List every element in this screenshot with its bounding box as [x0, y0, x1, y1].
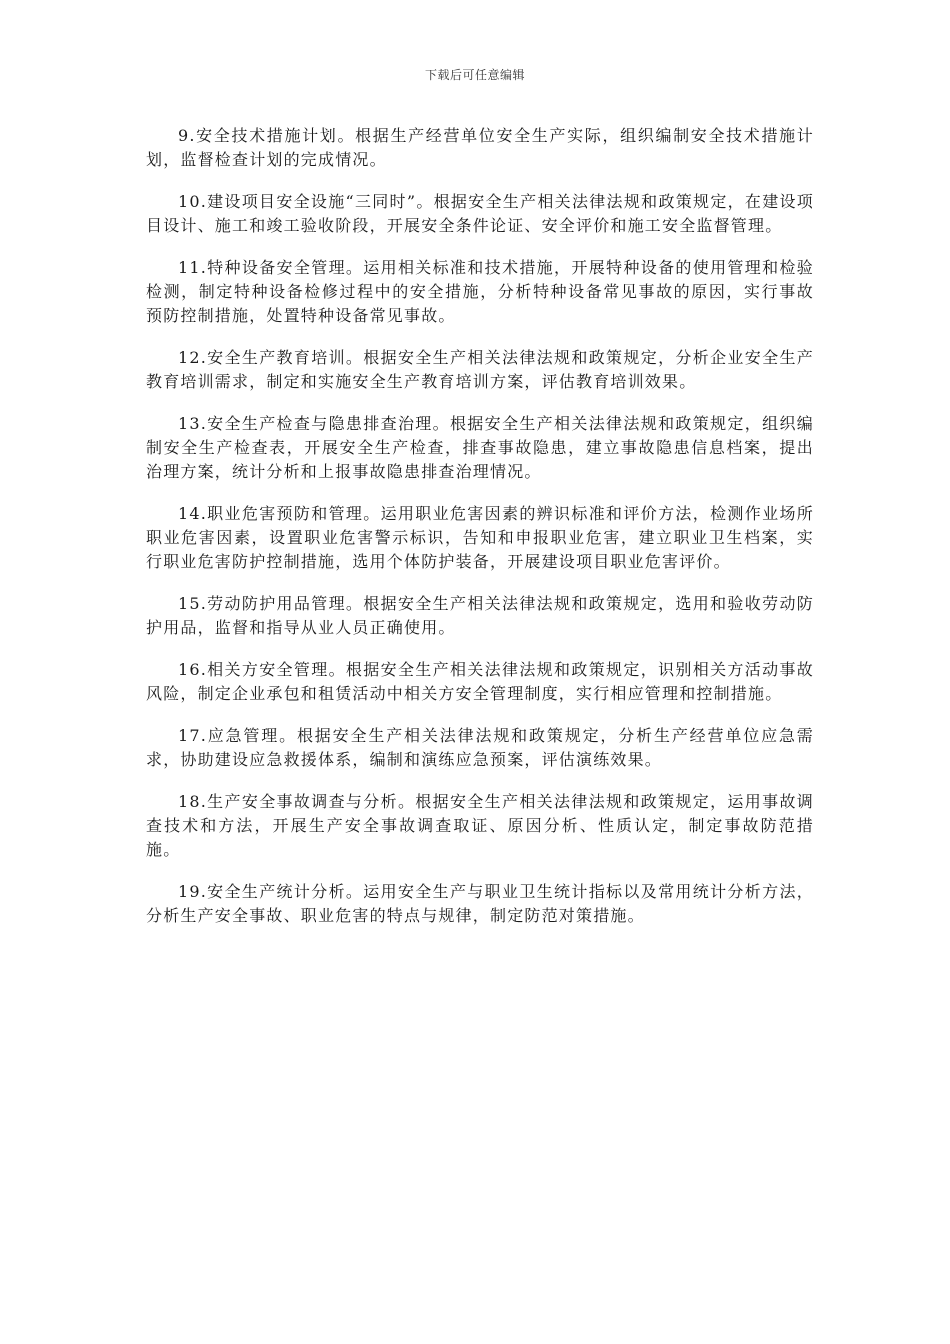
paragraph-10: 10.建设项目安全设施“三同时”。根据安全生产相关法律法规和政策规定，在建设项目设计、施工和竣工验收阶段，开展安全条件论证、安全评价和施工安全监督管理。 — [146, 192, 814, 235]
header-note: 下载后可任意编辑 — [424, 68, 525, 82]
paragraph-19: 19.安全生产统计分析。运用安全生产与职业卫生统计指标以及常用统计分析方法，分析生产安全事故、职业危害的特点与规律，制定防范对策措施。 — [146, 882, 814, 925]
paragraph-11: 11.特种设备安全管理。运用相关标准和技术措施，开展特种设备的使用管理和检验检测，制定特种设备检修过程中的安全措施，分析特种设备常见事故的原因，实行事故预防控制措施，处置特种设备常见事故。 — [146, 258, 814, 325]
paragraph-16: 16.相关方安全管理。根据安全生产相关法律法规和政策规定，识别相关方活动事故风险，制定企业承包和租赁活动中相关方安全管理制度，实行相应管理和控制措施。 — [146, 660, 814, 703]
paragraph-18: 18.生产安全事故调查与分析。根据安全生产相关法律法规和政策规定，运用事故调查技术和方法，开展生产安全事故调查取证、原因分析、性质认定，制定事故防范措施。 — [146, 792, 814, 859]
paragraph-13: 13.安全生产检查与隐患排查治理。根据安全生产相关法律法规和政策规定，组织编制安全生产检查表，开展安全生产检查，排查事故隐患，建立事故隐患信息档案，提出治理方案，统计分析和上报事故隐患排查治理情况。 — [146, 414, 814, 481]
paragraph-9: 9.安全技术措施计划。根据生产经营单位安全生产实际，组织编制安全技术措施计划，监督检查计划的完成情况。 — [146, 126, 814, 169]
paragraph-12: 12.安全生产教育培训。根据安全生产相关法律法规和政策规定，分析企业安全生产教育培训需求，制定和实施安全生产教育培训方案，评估教育培训效果。 — [146, 348, 814, 391]
document-body — [146, 124, 814, 946]
paragraph-17: 17.应急管理。根据安全生产相关法律法规和政策规定，分析生产经营单位应急需求，协助建设应急救援体系，编制和演练应急预案，评估演练效果。 — [146, 726, 814, 769]
paragraph-15: 15.劳动防护用品管理。根据安全生产相关法律法规和政策规定，选用和验收劳动防护用品，监督和指导从业人员正确使用。 — [146, 594, 814, 637]
paragraph-14: 14.职业危害预防和管理。运用职业危害因素的辨识标准和评价方法，检测作业场所职业危害因素，设置职业危害警示标识，告知和申报职业危害，建立职业卫生档案，实行职业危害防护控制措施，选用个体防护装备，开展建设项目职业危害评价。 — [146, 504, 814, 571]
